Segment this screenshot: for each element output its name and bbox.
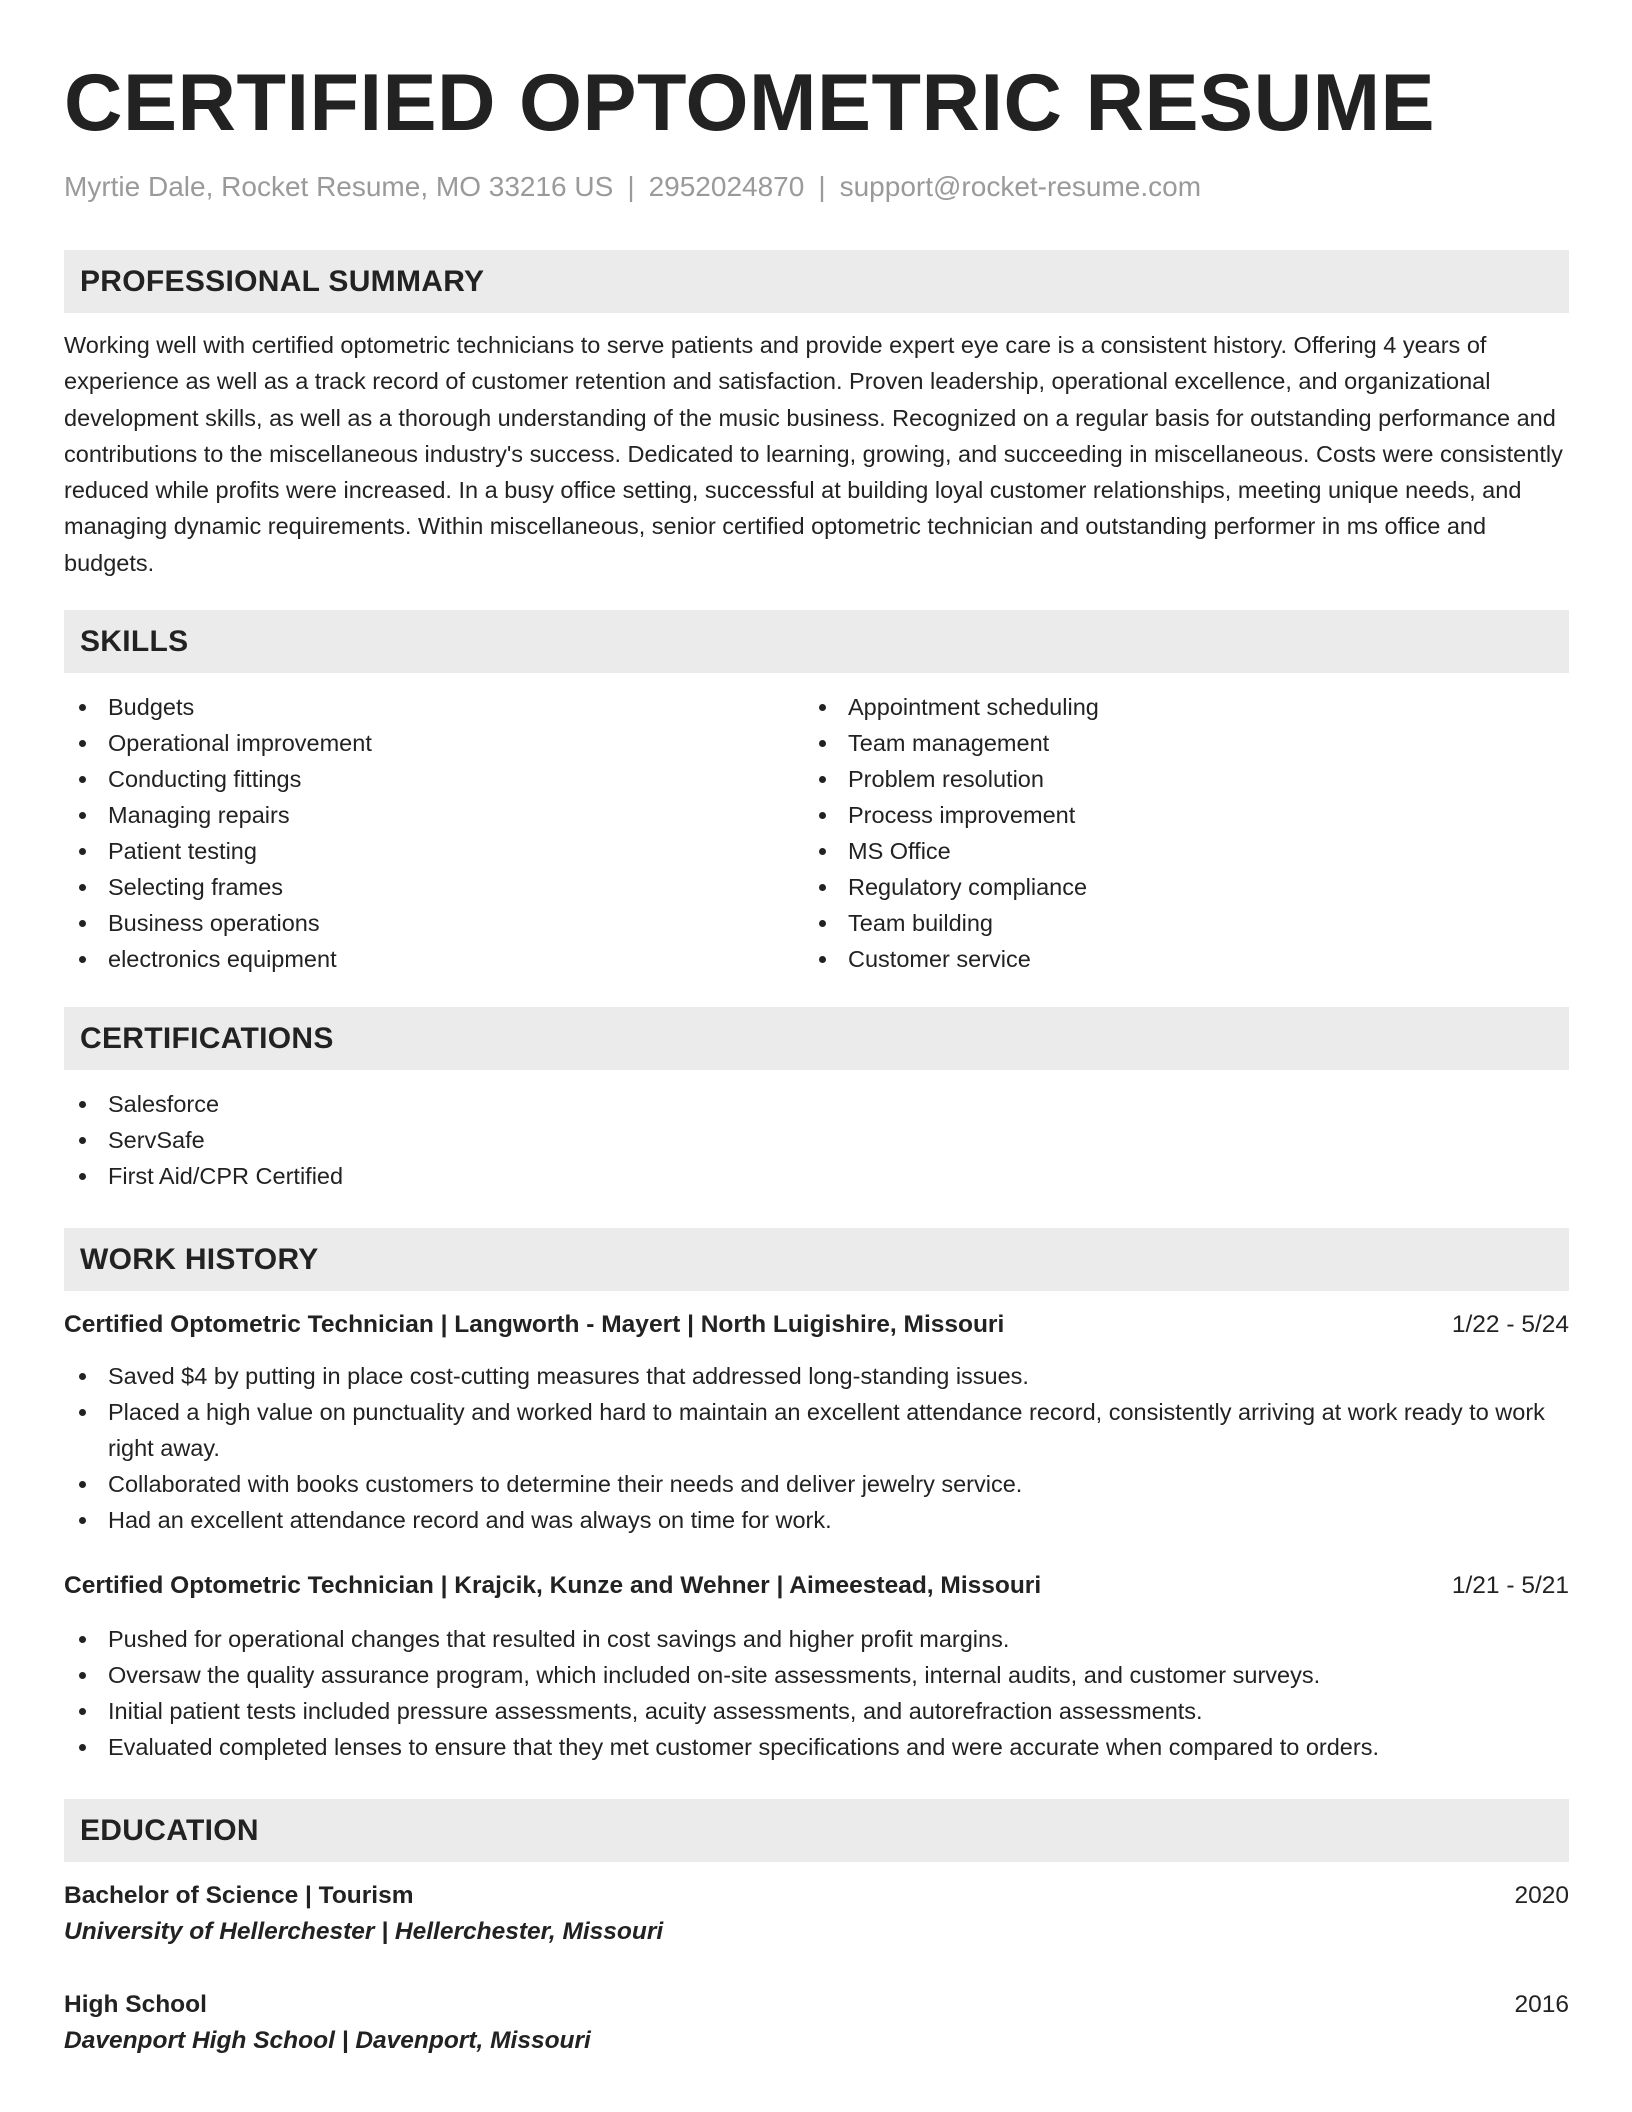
skill-item: electronics equipment xyxy=(64,941,804,977)
skills-heading: SKILLS xyxy=(64,610,1569,673)
summary-text: Working well with certified optometric technicians to serve patients and provide expert eye care is a consistent history. Offering 4 years of experience as well as a track record of customer retention and satisfaction. Proven leadership, operational excellence, and organizational development skills, as well as a thorough understanding of the music business. Recognized on a regular basis for outstanding performance and contributions to the miscellaneous industry's success. Dedicated to learning, growing, and succeeding in miscellaneous. Costs were consistently reduced while profits were increased. In a busy office setting, successful at building loyal customer relationships, meeting unique needs, and managing dynamic requirements. Within miscellaneous, senior certified optometric technician and outstanding performer in ms office and budgets. xyxy=(64,332,1563,576)
job-dates: 1/21 - 5/21 xyxy=(1451,1572,1569,1600)
summary-heading: PROFESSIONAL SUMMARY xyxy=(64,250,1569,313)
education-header xyxy=(64,1878,1569,1914)
education-degree: High School xyxy=(64,1991,207,2019)
certification-item: Salesforce xyxy=(64,1086,1569,1122)
job-bullet: Evaluated completed lenses to ensure that they met customer specifications and were accurate when compared to orders. xyxy=(64,1729,1569,1765)
skill-item: Team management xyxy=(804,725,1544,761)
certification-item: First Aid/CPR Certified xyxy=(64,1158,1569,1194)
education-entry xyxy=(64,1878,1569,1950)
skill-item: Budgets xyxy=(64,689,804,725)
job-bullets xyxy=(64,1358,1569,1538)
education-year: 2016 xyxy=(1514,1991,1569,2019)
job-bullet: Had an excellent attendance record and was always on time for work. xyxy=(64,1502,1569,1538)
contact-line xyxy=(64,170,1569,204)
certifications-heading: CERTIFICATIONS xyxy=(64,1007,1569,1070)
job-bullet: Collaborated with books customers to determine their needs and deliver jewelry service. xyxy=(64,1466,1569,1502)
skill-item: MS Office xyxy=(804,833,1544,869)
contact-phone: 2952024870 xyxy=(648,171,805,202)
job-bullet: Pushed for operational changes that resulted in cost savings and higher profit margins. xyxy=(64,1621,1569,1657)
skill-item: Operational improvement xyxy=(64,725,804,761)
skill-item: Regulatory compliance xyxy=(804,869,1544,905)
skills-list xyxy=(64,689,1569,977)
education-year: 2020 xyxy=(1514,1882,1569,1910)
education-entry xyxy=(64,1987,1569,2059)
skill-item: Managing repairs xyxy=(64,797,804,833)
job-header xyxy=(64,1307,1569,1343)
skill-item: Selecting frames xyxy=(64,869,804,905)
skill-item: Appointment scheduling xyxy=(804,689,1544,725)
job-entry xyxy=(64,1568,1569,1765)
skill-item: Process improvement xyxy=(804,797,1544,833)
skill-item: Customer service xyxy=(804,941,1544,977)
job-title: Certified Optometric Technician | Krajcik, Kunze and Wehner | Aimeestead, Missouri xyxy=(64,1572,1042,1600)
job-bullets xyxy=(64,1621,1569,1765)
work-history-heading: WORK HISTORY xyxy=(64,1228,1569,1291)
skill-item: Patient testing xyxy=(64,833,804,869)
skill-item: Problem resolution xyxy=(804,761,1544,797)
contact-separator: | xyxy=(818,171,826,202)
job-entry xyxy=(64,1307,1569,1538)
skill-item: Conducting fittings xyxy=(64,761,804,797)
education-heading: EDUCATION xyxy=(64,1799,1569,1862)
education-school: Davenport High School | Davenport, Missouri xyxy=(64,2027,591,2055)
skills-column-left xyxy=(64,689,804,977)
job-bullet: Saved $4 by putting in place cost-cutting measures that addressed long-standing issues. xyxy=(64,1358,1569,1394)
job-header xyxy=(64,1568,1569,1604)
education-header xyxy=(64,1987,1569,2023)
skills-column-right xyxy=(804,689,1544,977)
certification-item: ServSafe xyxy=(64,1122,1569,1158)
job-bullet: Initial patient tests included pressure assessments, acuity assessments, and autorefraction assessments. xyxy=(64,1693,1569,1729)
contact-address: Myrtie Dale, Rocket Resume, MO 33216 US xyxy=(64,171,614,202)
job-dates: 1/22 - 5/24 xyxy=(1451,1311,1569,1339)
resume-title: CERTIFIED OPTOMETRIC RESUME xyxy=(64,58,1436,148)
skill-item: Team building xyxy=(804,905,1544,941)
certifications-list xyxy=(64,1086,1569,1194)
contact-separator: | xyxy=(627,171,635,202)
skill-item: Business operations xyxy=(64,905,804,941)
job-bullet: Oversaw the quality assurance program, which included on-site assessments, internal audits, and customer surveys. xyxy=(64,1657,1569,1693)
job-title: Certified Optometric Technician | Langworth - Mayert | North Luigishire, Missouri xyxy=(64,1311,1005,1339)
education-school: University of Hellerchester | Hellerchester, Missouri xyxy=(64,1918,664,1946)
contact-email: support@rocket-resume.com xyxy=(839,171,1202,202)
education-degree: Bachelor of Science | Tourism xyxy=(64,1882,414,1910)
job-bullet: Placed a high value on punctuality and worked hard to maintain an excellent attendance record, consistently arriving at work ready to work right away. xyxy=(64,1394,1569,1466)
